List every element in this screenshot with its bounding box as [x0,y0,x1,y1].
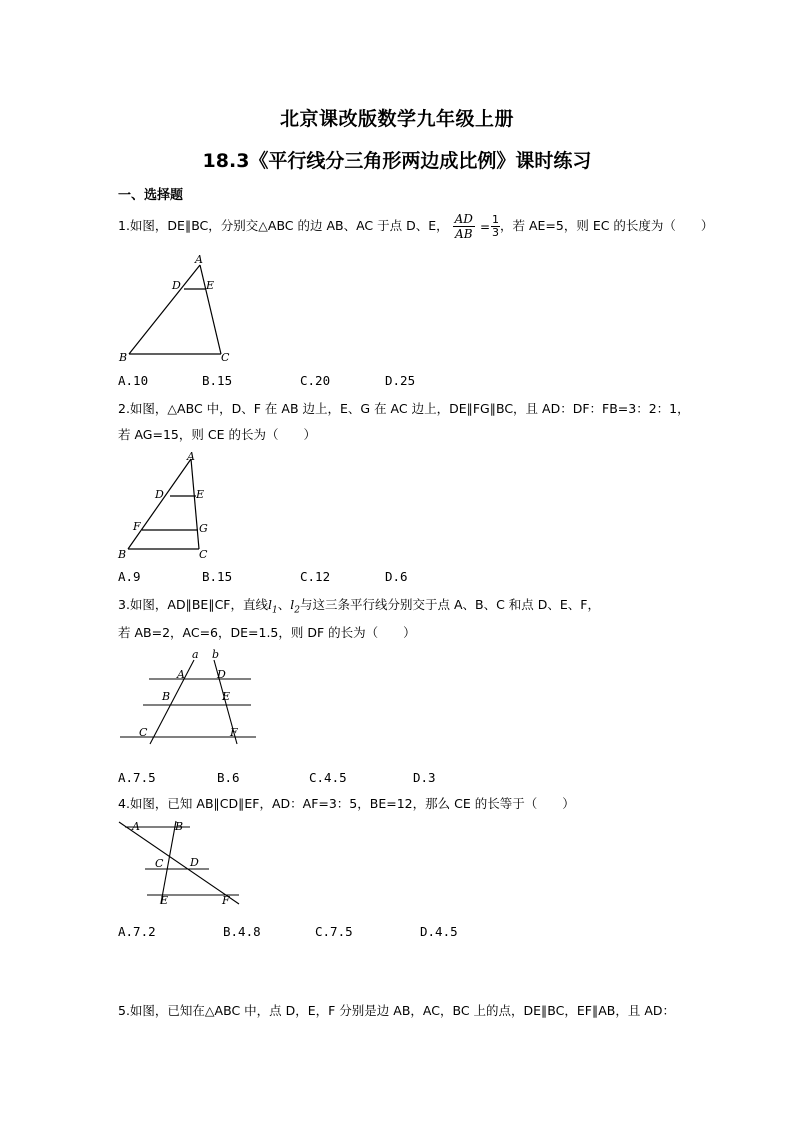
label-d: D [172,279,181,292]
line-a [150,660,194,744]
label-f: F [230,726,238,739]
label-c: C [155,857,164,870]
question-3-figure [115,648,260,748]
section-heading: 一、选择题 [118,188,184,203]
question-4-option-d[interactable]: D.4.5 [420,924,458,939]
question-1-text-b: ，若 AE=5，则 EC 的长度为（ ） [500,218,714,233]
line-l1-letter: l [268,597,272,612]
question-3-text-a: 3.如图，AD∥BE∥CF，直线 [118,597,268,612]
label-b: B [118,548,127,561]
label-e: E [160,894,169,907]
question-4-figure [115,816,245,906]
question-3-line-1 [118,597,600,619]
label-a-line: a [192,648,199,661]
question-3-line-2: 若 AB=2，AC=6，DE=1.5，则 DF 的长为（ ） [118,625,416,640]
label-e: E [196,488,205,501]
label-b: B [175,820,184,833]
label-c: C [199,548,208,561]
document-subtitle: 18.3《平行线分三角形两边成比例》课时练习 [202,150,592,172]
line-l2-subscript: 2 [294,605,300,616]
question-4-option-a[interactable]: A.7.2 [118,924,156,939]
label-d: D [155,488,164,501]
question-1-option-c[interactable]: C.20 [300,373,331,388]
question-4-option-c[interactable]: C.7.5 [315,924,353,939]
label-f: F [133,520,141,533]
question-2-option-a[interactable]: A.9 [118,569,141,584]
segment-ab [129,265,200,354]
line-l1-subscript: 1 [272,605,278,616]
segment-ab [128,459,191,549]
label-e: E [206,279,215,292]
line-l1 [268,597,278,616]
label-b-line: b [212,648,220,661]
value-denominator: 3 [492,226,499,239]
question-3-option-c[interactable]: C.4.5 [309,770,347,785]
question-2-option-c[interactable]: C.12 [300,569,331,584]
question-1-text-a: 1.如图，DE∥BC，分别交△ABC 的边 AB、AC 于点 D、E， [118,218,449,233]
value-numerator: 1 [492,213,499,226]
question-1-value-fraction [491,214,500,239]
question-2-line-2: 若 AG=15，则 CE 的长为（ ） [118,427,316,442]
segment-ac [191,459,199,549]
label-a: A [187,450,195,463]
question-1-text [118,212,713,241]
question-5-line-1: 5.如图，已知在△ABC 中，点 D，E，F 分别是边 AB，AC，BC 上的点，DE∥BC，EF∥AB，且 AD： [118,1003,675,1018]
label-b: B [162,690,171,703]
question-1-fraction [453,212,475,241]
line-l2 [290,597,300,616]
question-2-option-d[interactable]: D.6 [385,569,408,584]
question-4-line-1: 4.如图，已知 AB∥CD∥EF，AD：AF=3：5，BE=12，那么 CE 的长等于（ ） [118,796,575,811]
question-3-option-d[interactable]: D.3 [413,770,436,785]
label-f: F [222,894,230,907]
question-1-option-a[interactable]: A.10 [118,373,149,388]
question-2-line-1: 2.如图，△ABC 中，D、F 在 AB 边上，E、G 在 AC 边上，DE∥FG∥BC，且 AD：DF：FB=3：2：1， [118,401,690,416]
question-1-figure [115,255,245,365]
question-2-option-b[interactable]: B.15 [202,569,233,584]
label-e: E [222,690,231,703]
question-1-option-d[interactable]: D.25 [385,373,416,388]
label-d: D [217,668,226,681]
label-g: G [199,522,208,535]
label-a: A [195,253,203,266]
line-l2-letter: l [290,597,295,612]
label-b: B [119,351,128,364]
question-2-figure [115,450,225,565]
question-1-option-b[interactable]: B.15 [202,373,233,388]
question-3-separator: 、 [277,597,291,612]
label-a: A [132,820,140,833]
label-a: A [177,668,185,681]
question-3-option-a[interactable]: A.7.5 [118,770,156,785]
label-d: D [190,856,199,869]
transversal-af [119,822,239,904]
fraction-numerator: AD [454,212,473,226]
question-3-option-b[interactable]: B.6 [217,770,240,785]
fraction-denominator: AB [455,227,473,241]
question-4-option-b[interactable]: B.4.8 [223,924,261,939]
question-3-text-b: 与这三条平行线分别交于点 A、B、C 和点 D、E、F， [299,597,600,612]
label-c: C [221,351,230,364]
document-title: 北京课改版数学九年级上册 [279,108,514,130]
equals-sign: = [479,219,490,234]
label-c: C [139,726,148,739]
